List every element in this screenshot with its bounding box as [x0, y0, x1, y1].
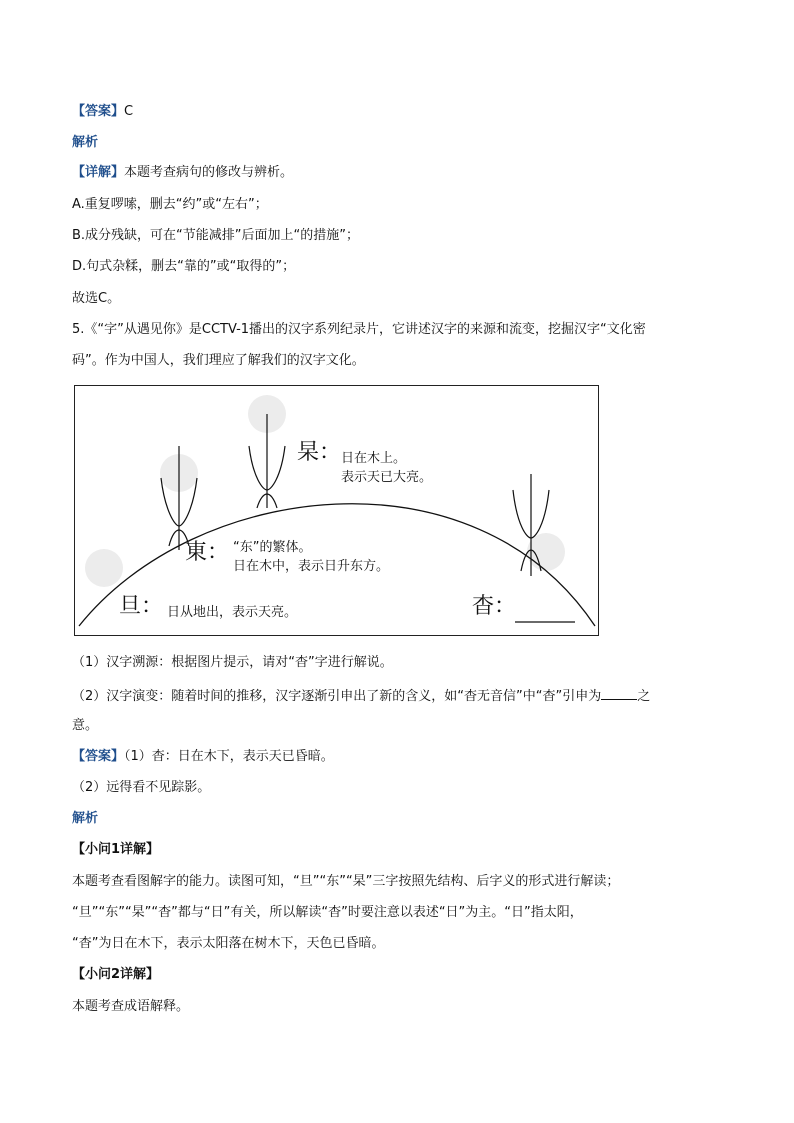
question-5-line-1: 5.《“字”从遇见你》是CCTV-1播出的汉字系列纪录片，它讲述汉字的来源和流变，挖掘汉字“文化密 [72, 322, 646, 337]
sub-question-2 [72, 687, 650, 705]
detail-item-b: B.成分残缺，可在“节能减排”后面加上“的措施”； [72, 228, 359, 243]
char-dan: 旦： [119, 594, 164, 619]
sub-question-2-line-2: 意。 [72, 718, 99, 733]
detail-conclusion: 故选C。 [72, 291, 121, 306]
answer-tag-2: 【答案】 [72, 749, 125, 764]
detail-item-d: D.句式杂糅，删去“靠的”或“取得的”； [72, 259, 296, 274]
sun-circle-right [527, 533, 565, 571]
sub-question-2-tail: 之 [637, 689, 651, 704]
question-5-line-2: 码”。作为中国人，我们理应了解我们的汉字文化。 [72, 353, 365, 368]
small-question-1-p3: “杳”为日在木下，表示太阳落在树木下，天色已昏暗。 [72, 936, 385, 951]
char-dong-desc-1: “东”的繁体。 [233, 540, 312, 555]
sub-question-2-blank [601, 687, 637, 700]
answer-tag: 【答案】 [72, 104, 125, 119]
detail-item-a: A.重复啰嗦，删去“约”或“左右”； [72, 197, 268, 212]
char-dan-desc: 日从地出，表示天亮。 [167, 605, 298, 620]
detail-text: 本题考查病句的修改与辨析。 [124, 165, 294, 180]
detail-tag: 【详解】 [72, 165, 125, 180]
character-figure [74, 385, 599, 636]
char-yao: 杳： [472, 594, 517, 619]
char-dong: 東： [185, 540, 230, 565]
answer-2-part-2: （2）远得看不见踪影。 [72, 780, 211, 795]
small-question-1-p1: 本题考查看图解字的能力。读图可知，“旦”“东”“杲”三字按照先结构、后字义的形式进行解读； [72, 874, 620, 889]
small-question-1-heading: 【小问1详解】 [72, 842, 160, 857]
answer-2-part-1: （1）杳：日在木下，表示天已昏暗。 [124, 749, 334, 764]
small-question-2-heading: 【小问2详解】 [72, 967, 160, 982]
char-gao-desc-1: 日在木上。 [341, 451, 407, 466]
answer-line-1 [72, 104, 133, 120]
analysis-heading-1: 解析 [72, 135, 99, 150]
analysis-heading-2: 解析 [72, 811, 99, 826]
sun-circle-bottom [85, 549, 123, 587]
answer-line-2 [72, 749, 334, 765]
char-dong-desc-2: 日在木中，表示日升东方。 [233, 559, 390, 574]
sub-question-2-text: （2）汉字演变：随着时间的推移，汉字逐渐引申出了新的含义，如“杳无音信”中“杳”引申为 [72, 689, 602, 704]
sub-question-1: （1）汉字溯源：根据图片提示，请对“杳”字进行解说。 [72, 655, 393, 670]
detail-line [72, 165, 293, 181]
answer-value: C [124, 104, 134, 119]
char-gao-desc-2: 表示天已大亮。 [341, 470, 433, 485]
small-question-1-p2: “旦”“东”“杲”“杳”都与“日”有关，所以解读“杳”时要注意以表述“日”为主。“日”指太阳， [72, 905, 583, 920]
small-question-2-p1: 本题考查成语解释。 [72, 999, 190, 1014]
char-gao: 杲： [297, 440, 342, 465]
